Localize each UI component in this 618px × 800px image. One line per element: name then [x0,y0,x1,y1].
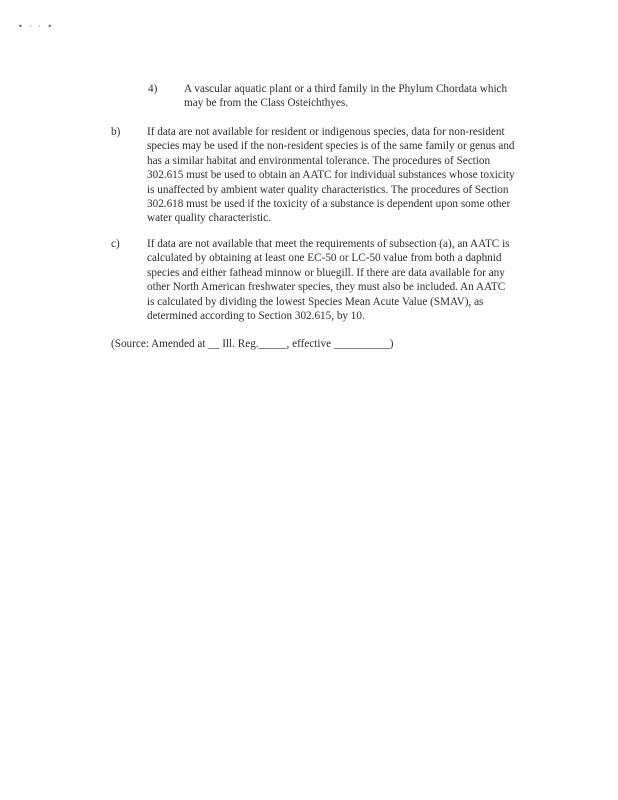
source-note: (Source: Amended at __ Ill. Reg._____, effective __________) [111,338,394,350]
paragraph-line: is calculated by dividing the lowest Species Mean Acute Value (SMAV), as [147,295,484,308]
paragraph-line: A vascular aquatic plant or a third family in the Phylum Chordata which [184,83,508,95]
item-c-paragraph [147,237,547,323]
scan-artifact-mark: • · · • [18,22,55,31]
paragraph-line: determined according to Section 302.615, by 10. [147,310,365,323]
item-c-marker: c) [111,238,120,250]
item-4-paragraph [184,82,544,111]
paragraph-line: 302.618 must be used if the toxicity of a substance is dependent upon some other [147,198,511,211]
paragraph-line: 302.615 must be used to obtain an AATC for individual substances whose toxicity [147,169,515,182]
item-b-marker: b) [111,126,121,138]
paragraph-line: may be from the Class Osteichthyes. [184,97,349,110]
paragraph-line: water quality characteristic. [147,212,271,225]
paragraph-line: has a similar habitat and environmental tolerance. The procedures of Section [147,154,491,167]
paragraph-line: other North American freshwater species, they must also be included. An AATC [147,281,506,294]
paragraph-line: If data are not available for resident or indigenous species, data for non-resident [147,126,505,138]
paragraph-line: is unaffected by ambient water quality characteristics. The procedures of Section [147,183,509,196]
paragraph-line: If data are not available that meet the requirements of subsection (a), an AATC is [147,238,510,250]
paragraph-line: species and either fathead minnow or bluegill. If there are data available for any [147,266,505,279]
paragraph-line: calculated by obtaining at least one EC-50 or LC-50 value from both a daphnid [147,252,502,265]
item-4-marker: 4) [148,83,158,95]
paragraph-line: species may be used if the non-resident species is of the same family or genus and [147,140,515,153]
item-b-paragraph [147,125,547,226]
